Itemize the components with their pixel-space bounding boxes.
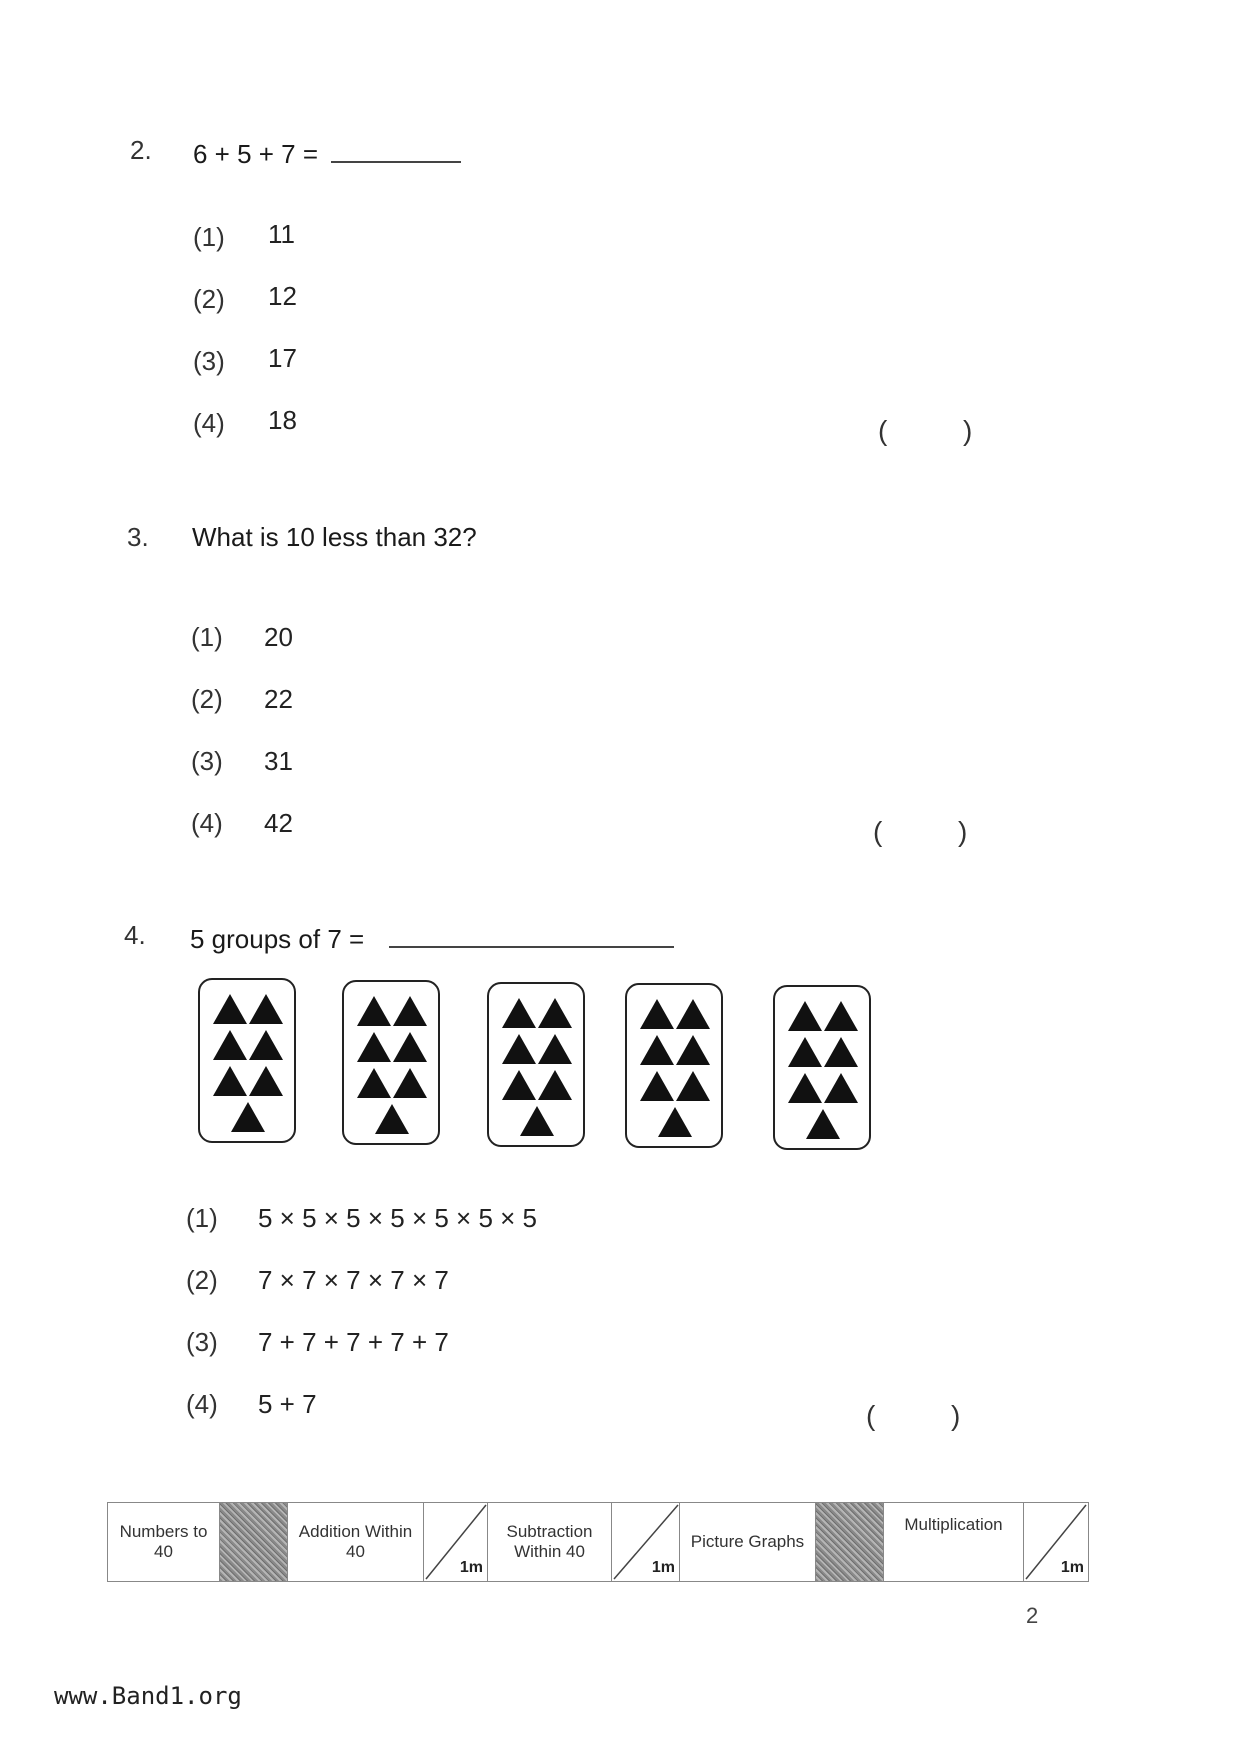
triangle-icon: [213, 1066, 247, 1096]
answer-bracket-open: (: [873, 816, 883, 847]
triangle-icon: [393, 1068, 427, 1098]
answer-box[interactable]: [890, 813, 950, 849]
triangle-icon: [788, 1073, 822, 1103]
option-value: 12: [268, 281, 297, 311]
triangle-icon: [502, 1034, 536, 1064]
option-value: 18: [268, 405, 297, 435]
triangle-icon: [231, 1102, 265, 1132]
option-value: 20: [264, 622, 293, 652]
triangle-group: [773, 985, 871, 1150]
triangle-icon: [824, 1037, 858, 1067]
triangle-icon: [502, 998, 536, 1028]
option-number: (3): [186, 1327, 218, 1357]
question-number: 3.: [127, 522, 149, 552]
topic-addition-within-40: Addition Within 40: [288, 1503, 424, 1581]
triangle-icon: [824, 1001, 858, 1031]
option-value: 5 + 7: [258, 1389, 317, 1419]
triangle-icon: [676, 999, 710, 1029]
option-number: (2): [191, 684, 223, 714]
topic-strip: [107, 1502, 1089, 1582]
question-prompt: 5 groups of 7 =: [190, 924, 365, 954]
option-value: 31: [264, 746, 293, 776]
option-number: (2): [193, 284, 225, 314]
topic-subtraction-within-40: Subtraction Within 40: [488, 1503, 612, 1581]
option-number: (4): [191, 808, 223, 838]
answer-bracket-open: (: [878, 415, 888, 446]
triangle-icon: [249, 1066, 283, 1096]
triangle-group: [198, 978, 296, 1143]
option-value: 42: [264, 808, 293, 838]
triangle-group: [342, 980, 440, 1145]
triangle-icon: [538, 1070, 572, 1100]
option-number: (1): [193, 222, 225, 252]
triangle-icon: [213, 1030, 247, 1060]
triangle-icon: [213, 994, 247, 1024]
topic-shaded-cell: [220, 1503, 288, 1581]
answer-bracket-close: ): [951, 1400, 961, 1431]
answer-box[interactable]: [883, 1397, 943, 1433]
answer-blank[interactable]: [389, 920, 674, 948]
option-number: (2): [186, 1265, 218, 1295]
triangle-icon: [640, 999, 674, 1029]
triangle-icon: [249, 994, 283, 1024]
footer-url[interactable]: www.Band1.org: [54, 1682, 242, 1710]
option-number: (3): [191, 746, 223, 776]
question-text: [193, 135, 461, 170]
question-number: 4.: [124, 920, 146, 950]
answer-bracket-close: ): [958, 816, 968, 847]
mark-label: 1m: [1060, 1559, 1084, 1576]
topic-multiplication: Multiplication: [884, 1503, 1024, 1581]
triangle-icon: [824, 1073, 858, 1103]
option-value: 11: [268, 219, 295, 249]
triangle-icon: [640, 1035, 674, 1065]
topic-numbers-to-40: Numbers to 40: [108, 1503, 220, 1581]
triangle-icon: [520, 1106, 554, 1136]
triangle-group: [625, 983, 723, 1148]
option-value: 5 × 5 × 5 × 5 × 5 × 5 × 5: [258, 1203, 538, 1233]
triangle-icon: [658, 1107, 692, 1137]
option-value: 7 × 7 × 7 × 7 × 7: [258, 1265, 449, 1295]
option-number: (3): [193, 346, 225, 376]
triangle-icon: [788, 1037, 822, 1067]
triangle-icon: [393, 996, 427, 1026]
question-prompt: 6 + 5 + 7 =: [193, 139, 319, 169]
triangle-icon: [538, 1034, 572, 1064]
page-number: 2: [1026, 1603, 1039, 1628]
mark-label: 1m: [459, 1559, 483, 1576]
answer-bracket-close: ): [963, 415, 973, 446]
triangle-icon: [806, 1109, 840, 1139]
triangle-group: [487, 982, 585, 1147]
mark-box-multiplication[interactable]: [1024, 1503, 1088, 1581]
triangle-icon: [538, 998, 572, 1028]
triangle-icon: [393, 1032, 427, 1062]
option-value: 17: [268, 343, 297, 373]
topic-shaded-cell: [816, 1503, 884, 1581]
option-number: (1): [191, 622, 223, 652]
triangle-icon: [249, 1030, 283, 1060]
triangle-icon: [357, 996, 391, 1026]
question-text: [190, 920, 674, 955]
triangle-icon: [502, 1070, 536, 1100]
option-number: (1): [186, 1203, 218, 1233]
triangle-icon: [375, 1104, 409, 1134]
triangle-icon: [676, 1071, 710, 1101]
answer-blank[interactable]: [331, 135, 461, 163]
option-value: 7 + 7 + 7 + 7 + 7: [258, 1327, 449, 1357]
answer-box[interactable]: [895, 412, 955, 448]
triangle-icon: [357, 1068, 391, 1098]
answer-bracket-open: (: [866, 1400, 876, 1431]
triangle-icon: [357, 1032, 391, 1062]
triangle-icon: [676, 1035, 710, 1065]
topic-picture-graphs: Picture Graphs: [680, 1503, 816, 1581]
option-number: (4): [186, 1389, 218, 1419]
mark-label: 1m: [651, 1559, 675, 1576]
triangle-icon: [788, 1001, 822, 1031]
mark-box-subtraction[interactable]: [612, 1503, 680, 1581]
question-number: 2.: [130, 135, 152, 165]
option-number: (4): [193, 408, 225, 438]
question-text: What is 10 less than 32?: [192, 522, 477, 552]
option-value: 22: [264, 684, 293, 714]
mark-box-addition[interactable]: [424, 1503, 488, 1581]
triangle-icon: [640, 1071, 674, 1101]
